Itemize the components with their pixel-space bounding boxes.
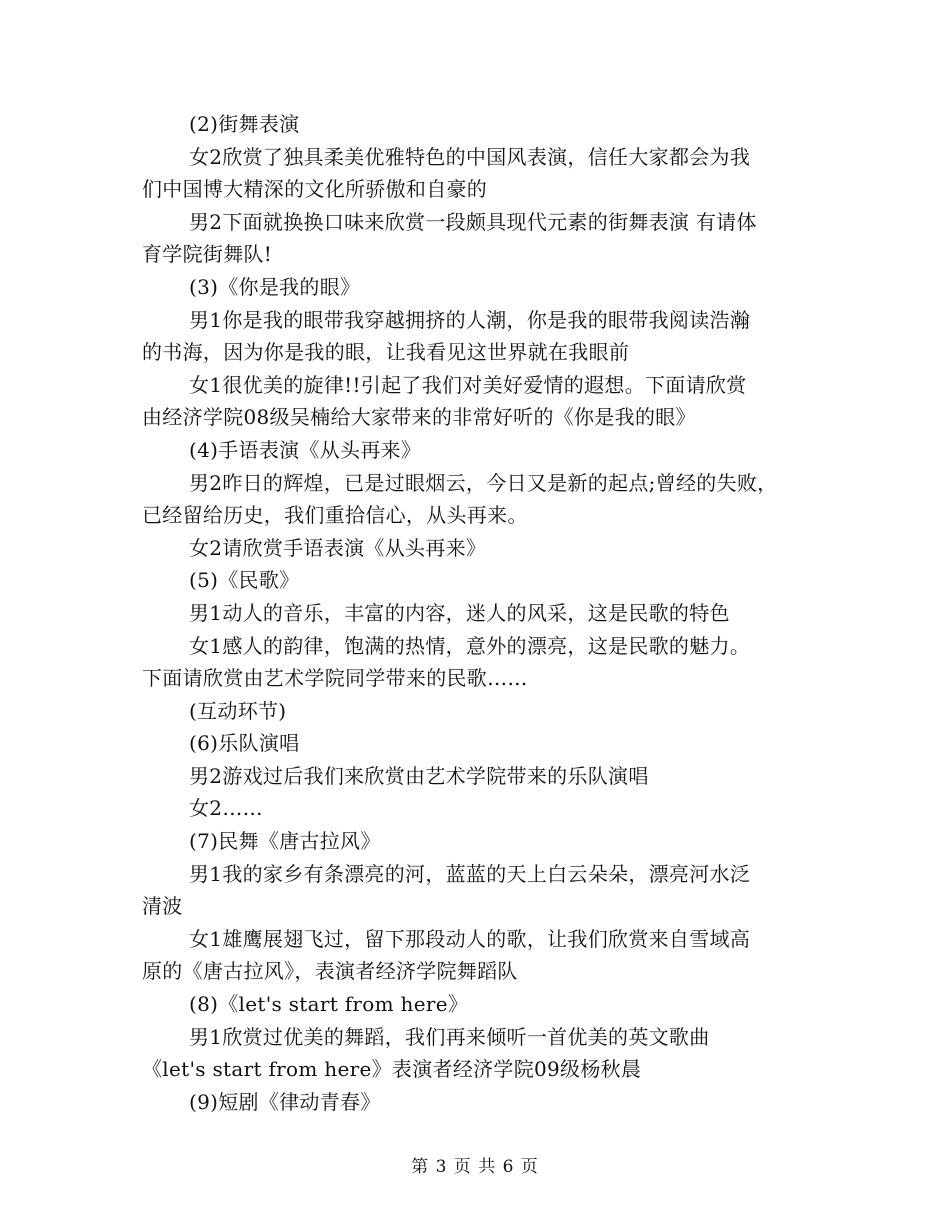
- text-line: 女1感人的韵律，饱满的热情，意外的漂亮，这是民歌的魅力。: [189, 633, 751, 658]
- text-line: 男1动人的音乐，丰富的内容，迷人的风采，这是民歌的特色: [189, 600, 730, 625]
- text-line: (4)手语表演《从头再来》: [189, 437, 422, 462]
- document-body: [142, 108, 822, 1118]
- text-line: 女1很优美的旋律!!引起了我们对美好爱情的遐想。下面请欣赏: [189, 372, 747, 397]
- text-line: 们中国博大精深的文化所骄傲和自豪的: [142, 177, 488, 202]
- page-footer: 第 3 页 共 6 页: [411, 1157, 539, 1177]
- text-line: 男1我的家乡有条漂亮的河，蓝蓝的天上白云朵朵，漂亮河水泛: [189, 861, 751, 886]
- text-line: 男2下面就换换口味来欣赏一段颇具现代元素的街舞表演 有请体: [189, 209, 757, 234]
- text-line: 男1你是我的眼带我穿越拥挤的人潮，你是我的眼带我阅读浩瀚: [189, 307, 751, 332]
- text-line: 由经济学院08级吴楠给大家带来的非常好听的《你是我的眼》: [142, 405, 696, 430]
- text-line: 男2昨日的辉煌，已是过眼烟云，今日又是新的起点;曾经的失败，: [189, 470, 778, 495]
- text-line: 男2游戏过后我们来欣赏由艺术学院带来的乐队演唱: [189, 763, 649, 788]
- text-line: (互动环节): [189, 698, 287, 723]
- text-line: 女1雄鹰展翅飞过，留下那段动人的歌，让我们欣赏来自雪域高: [189, 926, 751, 951]
- text-line: 清波: [142, 894, 183, 919]
- text-line: 《let's start from here》表演者经济学院09级杨秋晨: [142, 1057, 642, 1082]
- text-line: 原的《唐古拉风》，表演者经济学院舞蹈队: [142, 959, 518, 984]
- text-line: (8)《let's start from here》: [189, 992, 469, 1017]
- text-line: (7)民舞《唐古拉风》: [189, 829, 381, 854]
- text-line: 女2请欣赏手语表演《从头再来》: [189, 535, 487, 560]
- text-line: 育学院街舞队!: [142, 242, 273, 267]
- text-line: 男1欣赏过优美的舞蹈，我们再来倾听一首优美的英文歌曲: [189, 1024, 710, 1049]
- text-line: (6)乐队演唱: [189, 731, 300, 756]
- text-line: 女2……: [189, 796, 263, 821]
- text-line: (2)街舞表演: [189, 112, 300, 136]
- text-line: 下面请欣赏由艺术学院同学带来的民歌……: [142, 666, 528, 691]
- text-line: (3)《你是我的眼》: [189, 274, 361, 299]
- text-line: (5)《民歌》: [189, 568, 300, 593]
- text-line: 的书海，因为你是我的眼，让我看见这世界就在我眼前: [142, 340, 630, 365]
- text-line: (9)短剧《律动青春》: [189, 1089, 381, 1114]
- text-line: 已经留给历史，我们重拾信心，从头再来。: [142, 503, 528, 528]
- text-line: 女2欣赏了独具柔美优雅特色的中国风表演，信任大家都会为我: [189, 144, 751, 169]
